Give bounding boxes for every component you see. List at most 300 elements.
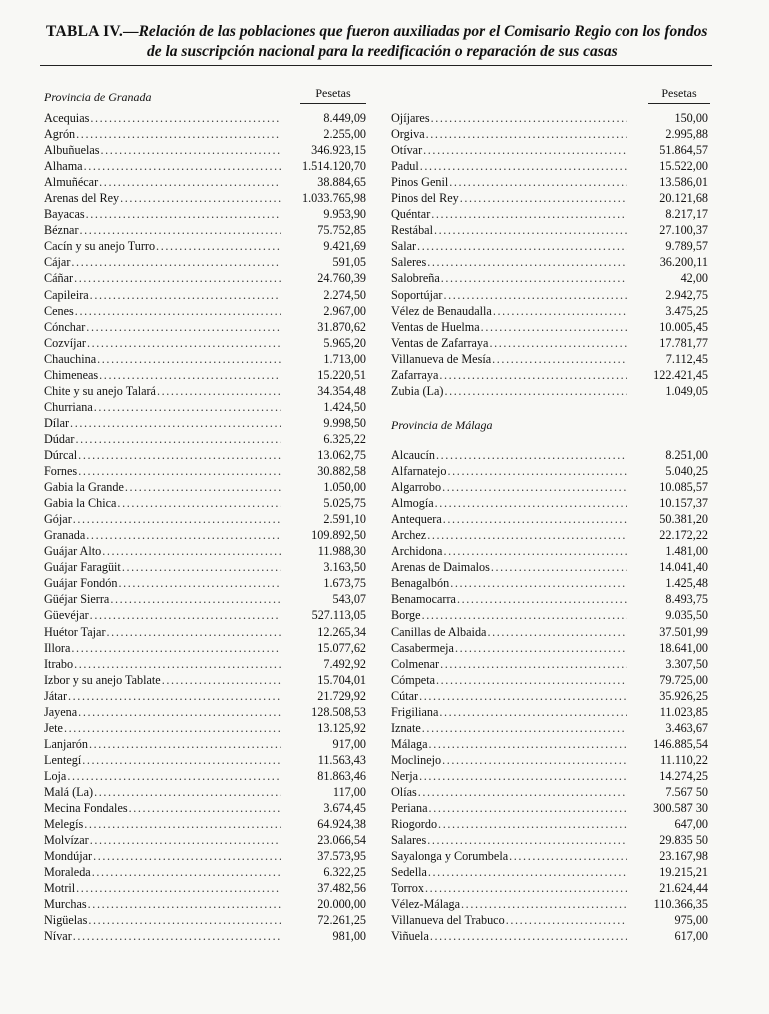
town-name: Sedella xyxy=(391,865,427,880)
dot-leader xyxy=(491,559,627,575)
town-name: Guájar Alto xyxy=(44,544,102,559)
dot-leader xyxy=(70,415,281,431)
table-row xyxy=(44,495,366,511)
dot-leader xyxy=(444,383,627,399)
dot-leader xyxy=(420,158,627,174)
table-row xyxy=(44,270,366,286)
amount-pesetas: 6.322,25 xyxy=(323,865,366,880)
town-name: Saleres xyxy=(391,255,427,270)
amount-pesetas: 35.926,25 xyxy=(659,688,708,703)
town-name: Cáñar xyxy=(44,271,74,286)
amount-pesetas: 1.050,00 xyxy=(323,480,366,495)
table-row xyxy=(391,720,708,736)
table-row xyxy=(391,640,708,656)
town-name: Salares xyxy=(391,833,427,848)
granada-list-continued xyxy=(391,110,708,399)
dot-leader xyxy=(157,383,281,399)
table-row xyxy=(391,848,708,864)
town-name: Cájar xyxy=(44,255,71,270)
town-name: Salobreña xyxy=(391,271,440,286)
dot-leader xyxy=(436,672,627,688)
table-row xyxy=(391,351,708,367)
town-name: Dúdar xyxy=(44,431,75,446)
right-column-header xyxy=(391,84,708,110)
amount-pesetas: 13.586,01 xyxy=(659,175,708,190)
table-row xyxy=(44,816,366,832)
amount-pesetas: 110.366,35 xyxy=(653,897,708,912)
amount-pesetas: 19.215,21 xyxy=(659,865,708,880)
table-row xyxy=(391,896,708,912)
amount-pesetas: 917,00 xyxy=(332,736,366,751)
table-row xyxy=(391,880,708,896)
dot-leader xyxy=(493,303,627,319)
dot-leader xyxy=(76,880,281,896)
title-line-1: Relación de las poblaciones que fueron auxiliadas por el Comisario Regio con los fondos xyxy=(138,23,708,40)
town-name: Soportújar xyxy=(391,287,443,302)
dot-leader xyxy=(443,543,627,559)
table-row xyxy=(391,656,708,672)
table-row xyxy=(44,607,366,623)
town-name: Chauchina xyxy=(44,351,97,366)
town-name: Pinos Genil xyxy=(391,175,449,190)
amount-pesetas: 9.421,69 xyxy=(323,239,366,254)
town-name: Nigüelas xyxy=(44,913,88,928)
town-name: Cozvíjar xyxy=(44,335,86,350)
amount-pesetas: 18.641,00 xyxy=(659,640,708,655)
town-name: Malá (La) xyxy=(44,784,94,799)
town-name: Orgiva xyxy=(391,127,425,142)
town-name: Restábal xyxy=(391,223,433,238)
table-row xyxy=(44,479,366,495)
table-row xyxy=(391,303,708,319)
town-name: Melegís xyxy=(44,817,84,832)
town-name: Bayacas xyxy=(44,207,85,222)
dot-leader xyxy=(422,607,627,623)
town-name: Sayalonga y Corumbela xyxy=(391,849,509,864)
amount-pesetas: 8.217,17 xyxy=(665,207,708,222)
amount-pesetas: 300.587 30 xyxy=(653,801,708,816)
town-name: Güéjar Sierra xyxy=(44,592,110,607)
dot-leader xyxy=(68,688,281,704)
table-row xyxy=(44,752,366,768)
dot-leader xyxy=(75,431,281,447)
dot-leader xyxy=(431,110,627,126)
dot-leader xyxy=(489,335,627,351)
town-name: Loja xyxy=(44,768,67,783)
dot-leader xyxy=(122,559,281,575)
town-name: Guájar Fondón xyxy=(44,576,118,591)
amount-pesetas: 23.167,98 xyxy=(659,849,708,864)
malaga-list xyxy=(391,447,708,944)
table-row xyxy=(44,415,366,431)
dot-leader xyxy=(64,720,281,736)
table-row xyxy=(44,591,366,607)
amount-pesetas: 37.482,56 xyxy=(317,881,366,896)
town-name: Cenes xyxy=(44,303,74,318)
dot-leader xyxy=(449,174,627,190)
dot-leader xyxy=(78,447,281,463)
dot-leader xyxy=(509,848,627,864)
table-row xyxy=(44,527,366,543)
dot-leader xyxy=(427,527,627,543)
table-row xyxy=(391,110,708,126)
town-name: Quéntar xyxy=(391,207,431,222)
dot-leader xyxy=(87,335,281,351)
amount-pesetas: 21.624,44 xyxy=(659,881,708,896)
town-name: Lanjarón xyxy=(44,736,88,751)
amount-pesetas: 14.274,25 xyxy=(659,768,708,783)
table-row xyxy=(391,270,708,286)
table-row xyxy=(391,928,708,944)
amount-pesetas: 9.035,50 xyxy=(665,608,708,623)
dot-leader xyxy=(94,399,281,415)
table-row xyxy=(44,190,366,206)
town-name: Huétor Tajar xyxy=(44,624,106,639)
dot-leader xyxy=(419,768,627,784)
town-name: Iznate xyxy=(391,720,421,735)
table-row xyxy=(44,399,366,415)
amount-pesetas: 72.261,25 xyxy=(317,913,366,928)
dot-leader xyxy=(430,928,627,944)
table-row xyxy=(391,463,708,479)
dot-leader xyxy=(436,447,627,463)
dot-leader xyxy=(440,656,627,672)
title-dash: — xyxy=(123,23,139,40)
amount-pesetas: 2.591,10 xyxy=(323,512,366,527)
table-row xyxy=(391,800,708,816)
town-name: Ventas de Zafarraya xyxy=(391,335,489,350)
table-row xyxy=(44,222,366,238)
town-name: Béznar xyxy=(44,223,79,238)
table-row xyxy=(44,896,366,912)
town-name: Chimeneas xyxy=(44,367,99,382)
amount-pesetas: 23.066,54 xyxy=(317,833,366,848)
dot-leader xyxy=(75,303,281,319)
amount-pesetas: 2.967,00 xyxy=(323,303,366,318)
table-row xyxy=(44,238,366,254)
amount-pesetas: 346.923,15 xyxy=(311,143,366,158)
town-name: Itrabo xyxy=(44,656,74,671)
table-row xyxy=(44,736,366,752)
town-name: Zafarraya xyxy=(391,367,439,382)
table-row xyxy=(391,206,708,222)
dot-leader xyxy=(417,238,627,254)
amount-pesetas: 8.251,00 xyxy=(665,447,708,462)
amount-pesetas: 75.752,85 xyxy=(317,223,366,238)
table-row xyxy=(44,720,366,736)
town-name: Riogordo xyxy=(391,817,438,832)
table-row xyxy=(44,126,366,142)
table-row xyxy=(391,383,708,399)
town-name: Arenas de Daimalos xyxy=(391,560,490,575)
amount-pesetas: 79.725,00 xyxy=(659,672,708,687)
table-row xyxy=(44,640,366,656)
amount-pesetas: 15.077,62 xyxy=(317,640,366,655)
amount-pesetas: 12.265,34 xyxy=(317,624,366,639)
amount-pesetas: 5.040,25 xyxy=(665,464,708,479)
town-name: Mondújar xyxy=(44,849,93,864)
town-name: Capileira xyxy=(44,287,89,302)
amount-pesetas: 81.863,46 xyxy=(317,768,366,783)
amount-pesetas: 15.220,51 xyxy=(317,367,366,382)
table-row xyxy=(44,912,366,928)
town-name: Antequera xyxy=(391,512,442,527)
table-row xyxy=(44,624,366,640)
amount-pesetas: 1.514.120,70 xyxy=(302,159,366,174)
table-row xyxy=(391,816,708,832)
dot-leader xyxy=(76,126,281,142)
town-name: Jete xyxy=(44,720,63,735)
amount-pesetas: 122.421,45 xyxy=(653,367,708,382)
dot-leader xyxy=(418,784,627,800)
town-name: Archidona xyxy=(391,544,443,559)
town-name: Izbor y su anejo Tablate xyxy=(44,672,161,687)
amount-pesetas: 5.965,20 xyxy=(323,335,366,350)
dot-leader xyxy=(441,270,627,286)
town-name: Molvízar xyxy=(44,833,89,848)
table-row xyxy=(44,463,366,479)
dot-leader xyxy=(435,495,627,511)
town-name: Dílar xyxy=(44,415,70,430)
amount-pesetas: 11.110,22 xyxy=(660,752,708,767)
table-row xyxy=(391,447,708,463)
amount-pesetas: 647,00 xyxy=(674,817,708,832)
dot-leader xyxy=(443,511,627,527)
amount-pesetas: 109.892,50 xyxy=(311,528,366,543)
town-name: Churriana xyxy=(44,399,93,414)
dot-leader xyxy=(88,912,281,928)
dot-leader xyxy=(422,720,627,736)
town-name: Periana xyxy=(391,801,428,816)
dot-leader xyxy=(442,479,627,495)
amount-pesetas: 3.463,67 xyxy=(665,720,708,735)
table-row xyxy=(44,142,366,158)
amount-pesetas: 36.200,11 xyxy=(659,255,708,270)
table-row xyxy=(44,880,366,896)
town-name: Alfarnatejo xyxy=(391,464,447,479)
table-row xyxy=(391,832,708,848)
table-row xyxy=(44,447,366,463)
table-row xyxy=(391,158,708,174)
title-line-2: de la suscripción nacional para la reedificación o reparación de sus casas xyxy=(147,43,618,60)
amount-pesetas: 15.704,01 xyxy=(317,672,366,687)
granada-list xyxy=(44,110,366,944)
dot-leader xyxy=(487,624,627,640)
table-row xyxy=(391,607,708,623)
table-row xyxy=(391,254,708,270)
amount-pesetas: 21.729,92 xyxy=(317,688,366,703)
amount-pesetas: 22.172,22 xyxy=(659,528,708,543)
amount-pesetas: 11.023,85 xyxy=(659,704,708,719)
table-row xyxy=(44,800,366,816)
amount-pesetas: 3.163,50 xyxy=(323,560,366,575)
table-row xyxy=(391,142,708,158)
amount-pesetas: 591,05 xyxy=(332,255,366,270)
table-row xyxy=(391,319,708,335)
dot-leader xyxy=(102,543,281,559)
amount-pesetas: 5.025,75 xyxy=(323,496,366,511)
dot-leader xyxy=(90,287,281,303)
amount-pesetas: 3.475,25 xyxy=(665,303,708,318)
dot-leader xyxy=(88,896,281,912)
amount-pesetas: 27.100,37 xyxy=(659,223,708,238)
amount-pesetas: 64.924,38 xyxy=(317,817,366,832)
table-row xyxy=(44,511,366,527)
amount-pesetas: 3.674,45 xyxy=(323,801,366,816)
dot-leader xyxy=(90,110,281,126)
town-name: Villanueva de Mesía xyxy=(391,351,492,366)
table-row xyxy=(44,335,366,351)
amount-pesetas: 128.508,53 xyxy=(311,704,366,719)
table-row xyxy=(44,688,366,704)
table-row xyxy=(44,832,366,848)
town-name: Cómpeta xyxy=(391,672,436,687)
table-row xyxy=(391,287,708,303)
table-number: TABLA IV. xyxy=(46,23,124,40)
table-row xyxy=(391,768,708,784)
town-name: Benamocarra xyxy=(391,592,456,607)
amount-pesetas: 617,00 xyxy=(674,929,708,944)
table-row xyxy=(391,367,708,383)
town-name: Villanueva del Trabuco xyxy=(391,913,505,928)
town-name: Casabermeja xyxy=(391,640,454,655)
town-name: Albuñuelas xyxy=(44,143,100,158)
pesetas-header-left: Pesetas xyxy=(300,86,366,104)
town-name: Murchas xyxy=(44,897,87,912)
town-name: Moclinejo xyxy=(391,752,442,767)
table-row xyxy=(44,287,366,303)
town-name: Granada xyxy=(44,528,86,543)
table-row xyxy=(391,190,708,206)
amount-pesetas: 3.307,50 xyxy=(665,656,708,671)
dot-leader xyxy=(428,864,627,880)
town-name: Vélez de Benaudalla xyxy=(391,303,492,318)
dot-leader xyxy=(461,896,627,912)
town-name: Frigiliana xyxy=(391,704,439,719)
amount-pesetas: 1.713,00 xyxy=(323,351,366,366)
amount-pesetas: 17.781,77 xyxy=(659,335,708,350)
town-name: Archez xyxy=(391,528,427,543)
town-name: Motril xyxy=(44,881,76,896)
table-row xyxy=(391,688,708,704)
table-row xyxy=(44,254,366,270)
table-row xyxy=(391,704,708,720)
dot-leader xyxy=(439,367,627,383)
dot-leader xyxy=(419,688,627,704)
town-name: Borge xyxy=(391,608,421,623)
amount-pesetas: 10.085,57 xyxy=(659,480,708,495)
amount-pesetas: 10.005,45 xyxy=(659,319,708,334)
town-name: Almogía xyxy=(391,496,434,511)
table-row xyxy=(44,543,366,559)
dot-leader xyxy=(439,704,627,720)
town-name: Güevéjar xyxy=(44,608,89,623)
table-row xyxy=(391,784,708,800)
table-row xyxy=(44,319,366,335)
town-name: Dúrcal xyxy=(44,447,78,462)
dot-leader xyxy=(71,640,281,656)
amount-pesetas: 9.998,50 xyxy=(323,415,366,430)
town-name: Alhama xyxy=(44,159,83,174)
town-name: Cútar xyxy=(391,688,419,703)
dot-leader xyxy=(429,736,627,752)
town-name: Almuñécar xyxy=(44,175,99,190)
dot-leader xyxy=(425,880,627,896)
amount-pesetas: 38.884,65 xyxy=(317,175,366,190)
amount-pesetas: 1.481,00 xyxy=(665,544,708,559)
table-row xyxy=(391,752,708,768)
town-name: Zubia (La) xyxy=(391,383,444,398)
dot-leader xyxy=(443,287,627,303)
town-name: Canillas de Albaida xyxy=(391,624,487,639)
amount-pesetas: 8.449,09 xyxy=(323,111,366,125)
dot-leader xyxy=(156,238,281,254)
dot-leader xyxy=(80,222,281,238)
amount-pesetas: 10.157,37 xyxy=(659,496,708,511)
town-name: Játar xyxy=(44,688,68,703)
table-row xyxy=(391,335,708,351)
amount-pesetas: 20.000,00 xyxy=(317,897,366,912)
table-row xyxy=(391,559,708,575)
amount-pesetas: 1.049,05 xyxy=(665,383,708,398)
table-row xyxy=(391,174,708,190)
dot-leader xyxy=(84,816,281,832)
amount-pesetas: 6.325,22 xyxy=(323,431,366,446)
dot-leader xyxy=(86,206,281,222)
dot-leader xyxy=(427,254,627,270)
amount-pesetas: 7.492,92 xyxy=(323,656,366,671)
amount-pesetas: 9.789,57 xyxy=(665,239,708,254)
dot-leader xyxy=(90,607,281,623)
table-row xyxy=(44,110,366,126)
section-gap xyxy=(391,399,708,415)
amount-pesetas: 975,00 xyxy=(674,913,708,928)
amount-pesetas: 51.864,57 xyxy=(659,143,708,158)
dot-leader xyxy=(107,624,281,640)
dot-leader xyxy=(426,126,627,142)
amount-pesetas: 8.493,75 xyxy=(665,592,708,607)
dot-leader xyxy=(434,222,627,238)
town-name: Alcaucín xyxy=(391,447,435,462)
dot-leader xyxy=(86,527,281,543)
dot-leader xyxy=(118,575,281,591)
dot-leader xyxy=(438,816,627,832)
dot-leader xyxy=(455,640,627,656)
town-name: Ojíjares xyxy=(391,111,430,125)
town-name: Moraleda xyxy=(44,865,91,880)
town-name: Gabia la Grande xyxy=(44,480,124,495)
amount-pesetas: 42,00 xyxy=(680,271,708,286)
dot-leader xyxy=(67,768,281,784)
dot-leader xyxy=(99,174,281,190)
amount-pesetas: 9.953,90 xyxy=(323,207,366,222)
amount-pesetas: 31.870,62 xyxy=(317,319,366,334)
town-name: Algarrobo xyxy=(391,480,442,495)
table-row xyxy=(44,206,366,222)
amount-pesetas: 37.501,99 xyxy=(659,624,708,639)
dot-leader xyxy=(506,912,627,928)
amount-pesetas: 11.563,43 xyxy=(317,752,366,767)
table-row xyxy=(44,431,366,447)
table-row xyxy=(391,527,708,543)
town-name: Cacín y su anejo Turro xyxy=(44,239,156,254)
town-name: Gabia la Chica xyxy=(44,496,117,511)
dot-leader xyxy=(82,752,281,768)
dot-leader xyxy=(492,351,627,367)
table-row xyxy=(391,864,708,880)
dot-leader xyxy=(125,479,281,495)
dot-leader xyxy=(86,319,281,335)
